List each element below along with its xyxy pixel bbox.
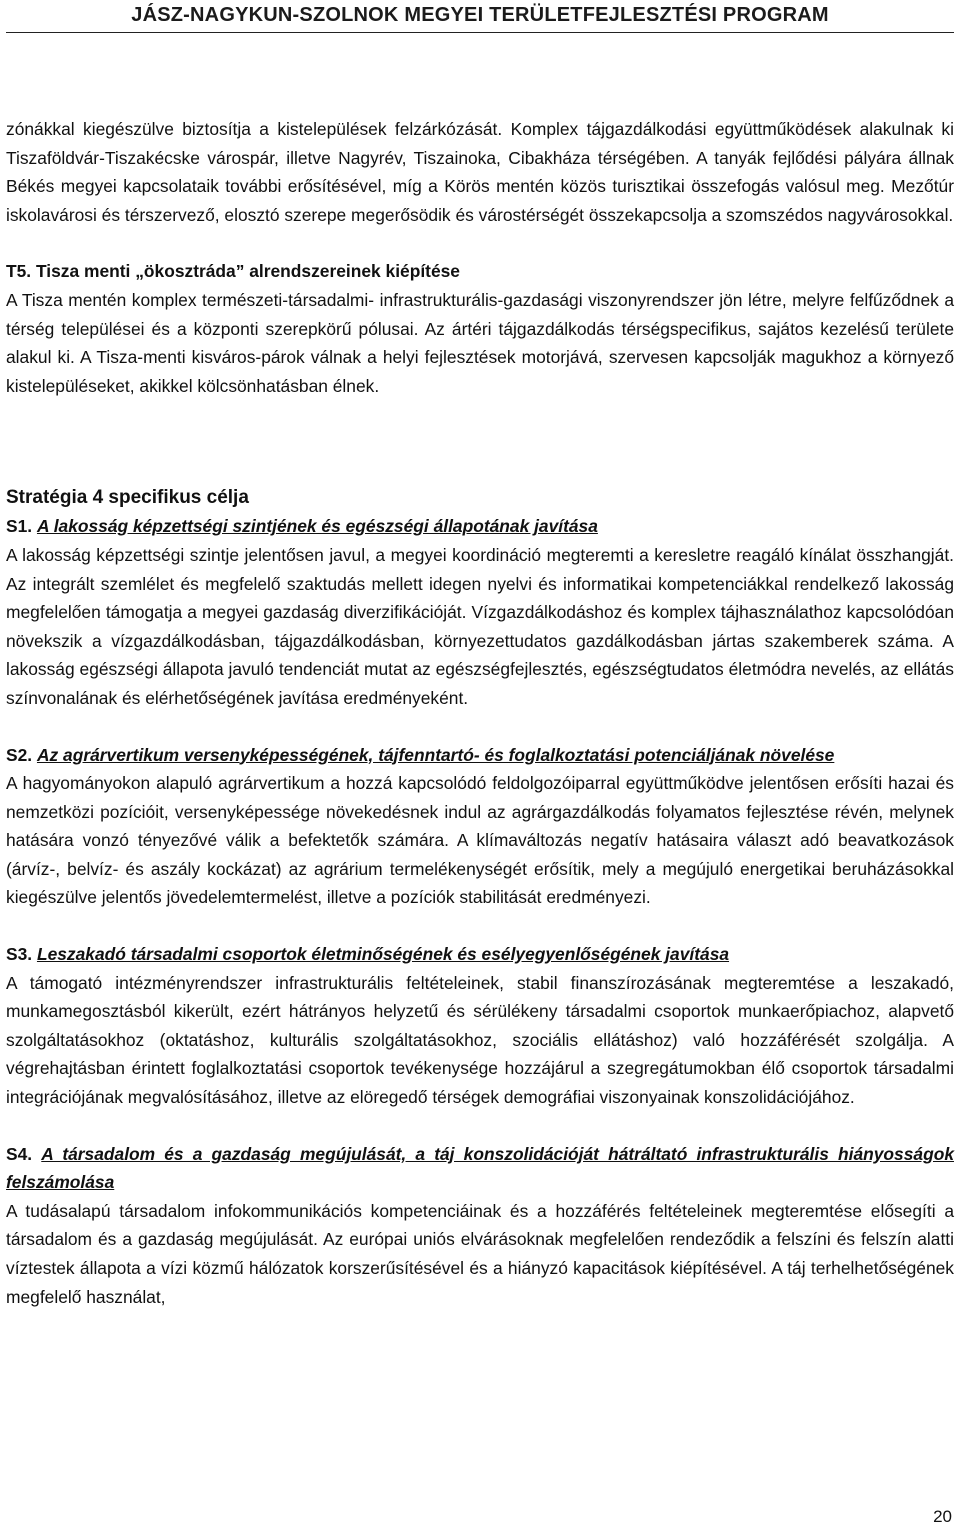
s3-heading: [6, 940, 954, 969]
page-content: [6, 115, 954, 1311]
s3-code: S3.: [6, 944, 33, 965]
s2-heading: [6, 741, 954, 770]
s1-paragraph: A lakosság képzettségi szintje jelentősen javul, a megyei koordináció megteremti a keresletre reagáló kínálat összhangját. Az integrált szemlélet és megfelelő szaktudás mellett idegen nyelvi és informatikai kompetenciákkal rendelkező lakosság megfelelően támogatja a megyei gazdaság diverzifikációját. Vízgazdálkodáshoz és komplex tájhasználathoz kapcsolódóan növekszik a vízgazdálkodásban, tájgazdálkodásban, környezettudatos gazdálkodásban jártas szakemberek száma. A lakosság egészségi állapota javuló tendenciát mutat az egészségfejlesztés, egészségtudatos életmódra nevelés, az ellátás színvonalának és elérhetőségének javítása eredményeként.: [6, 544, 954, 708]
strategy-heading: Stratégia 4 specifikus célja: [6, 487, 249, 509]
t5-title: Tisza menti „ökosztráda” alrendszereinek kiépítése: [35, 261, 460, 282]
intro-paragraph: zónákkal kiegészülve biztosítja a kistelepülések felzárkózását. Komplex tájgazdálkodási együttműködések alakulnak ki Tiszaföldvár-Tiszakécske várospár, illetve Nagyrév, Tiszainoka, Cibakháza térségében. A tanyák fejlődési pályára állnak Békés megyei kapcsolataik további erősítésével, míg a Körös mentén közös turisztikai összefogás valósul meg. Mezőtúr iskolavárosi és térszervező, elosztó szerepe megerősödik és várostérségét összekapcsolja a szomszédos nagyvárosokkal.: [6, 119, 954, 225]
s1-title: A lakosság képzettségi szintjének és egészségi állapotának javítása: [36, 516, 598, 537]
s4-code: S4.: [6, 1143, 33, 1164]
s1-heading: [6, 512, 954, 541]
s4-heading: [6, 1140, 954, 1197]
t5-heading: [6, 257, 954, 286]
s3-paragraph: A támogató intézményrendszer infrastrukturális feltételeinek, stabil finanszírozásának megteremtése a leszakadó, munkamegosztásból kikerült, ezért hátrányos helyzetű és sérülékeny társadalmi csoportok munkaerőpiachoz, alapvető szolgáltatásokhoz (oktatáshoz, kulturális szolgáltatásokhoz, szociális ellátáshoz) való hozzáférését szolgálja. A végrehajtásban érintett foglalkoztatási csoportok tevékenysége hozzájárul a szegregátumokban élő csoportok társadalmi integrációjának megvalósításához, illetve az elöregedő térségek demográfiai viszonyainak konszolidációjához.: [6, 972, 954, 1108]
document-header: JÁSZ-NAGYKUN-SZOLNOK MEGYEI TERÜLETFEJLESZTÉSI PROGRAM: [131, 4, 829, 26]
header-divider: [6, 32, 954, 33]
s3-title: Leszakadó társadalmi csoportok életminőségének és esélyegyenlőségének javítása: [36, 944, 730, 965]
s2-title: Az agrárvertikum versenyképességének, tájfenntartó- és foglalkoztatási potenciáljának növelése: [36, 744, 835, 765]
s4-title: A társadalom és a gazdaság megújulását, a táj konszolidációját hátráltató infrastrukturális hiányosságok felszámolása: [6, 1143, 954, 1193]
t5-code: T5.: [6, 261, 32, 282]
s4-paragraph: A tudásalapú társadalom infokommunikációs kompetenciáinak és a hozzáférés feltételeinek megteremtése elősegíti a társadalom és a gazdaság megújulását. Az európai uniós elvárásoknak megfelelően rendeződik a felszíni és felszín alatti víztestek állapota a vízi közmű hálózatok korszerűsítésével és a hiányzó kapacitások kiépítésével. A táj terhelhetőségének megfelelő használat,: [6, 1200, 954, 1307]
s1-code: S1.: [6, 516, 33, 537]
s2-paragraph: A hagyományokon alapuló agrárvertikum a hozzá kapcsolódó feldolgozóiparral együttműködve jelentősen erősíti hazai és nemzetközi pozícióit, versenyképessége növekedésnek indul az agrárgazdálkodás folyamatos fejlesztése révén, melynek hatására vonzó tényezővé válik a befektetők számára. A klímaváltozás negatív hatásaira választ adó beavatkozások (árvíz-, belvíz- és aszály kockázat) az agrárium termelékenységét erősítik, mely a megújuló energetikai beruházásokkal kiegészülve jelentős jövedelemtermelést, illetve a pozíciók stabilitását eredményezi.: [6, 773, 954, 908]
page-number: 20: [933, 1507, 952, 1526]
s2-code: S2.: [6, 744, 33, 765]
t5-paragraph: A Tisza mentén komplex természeti-társadalmi- infrastrukturális-gazdasági viszonyrendszer jön létre, melyre felfűződnek a térség települései és a központi szerepkörű pólusai. Az ártéri tájgazdálkodás térségspecifikus, sajátos kezelésű területe alakul ki. A Tisza-menti kisváros-párok válnak a helyi fejlesztések motorjává, szervesen kapcsolják magukhoz a környező kistelepüléseket, akikkel kölcsönhatásban élnek.: [6, 289, 954, 396]
